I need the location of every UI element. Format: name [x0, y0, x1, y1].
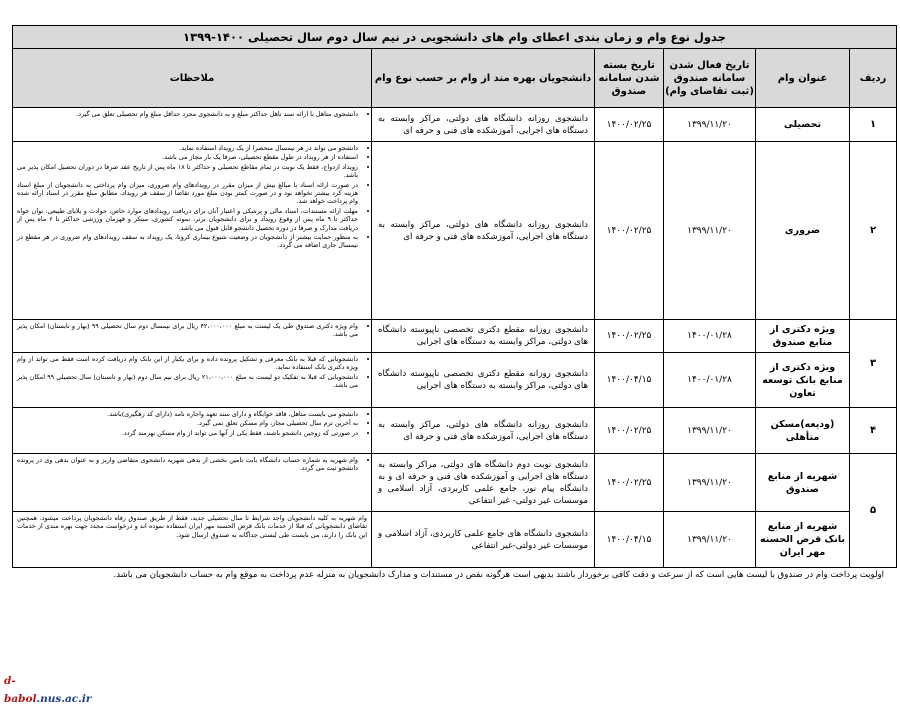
loan-title: ویژه دکتری از منابع بانک توسعه تعاون	[756, 353, 850, 408]
open-date: ۱۴۰۰/۰۱/۲۸	[664, 320, 756, 353]
eligible-students: دانشجوی روزانه دانشگاه های دولتی، مراکز وابسته به دستگاه های اجرایی، آموزشکده های فنی و حرفه ای	[372, 142, 595, 320]
loan-title: (ودیعه)مسکن متأهلی	[756, 408, 850, 454]
note-item: • به منظور حمایت بیشتر از دانشجویان در وضعیت شیوع بیماری کرونا، یک رویداد به سقف رویدادهای وام ضروری در هر مقطع در نیمسال جاری اضافه می گردد.	[17, 233, 358, 250]
site-badge-tld: .nus.ac.ir	[36, 693, 92, 705]
eligible-students: دانشجوی روزانه دانشگاه های دولتی، مراکز وابسته به دستگاه های اجرایی، آموزشکده های فنی و حرفه ای	[372, 108, 595, 142]
row-number: ۱	[850, 108, 897, 142]
loan-schedule-table	[12, 25, 897, 568]
note-item: • در صورتی که زوجین دانشجو باشند، فقط یکی از آنها می تواند از وام مسکن بهرمند گردد.	[17, 429, 358, 437]
footer-note: اولویت پرداخت وام در صندوق با لیست هایی است که از سرعت و دقت کافی برخوردار باشند بدیهی است هرگونه نقص در مستندات و مدارک دانشجویان به منزله عدم پرداخت به موقع وام به حساب دانشجویان می باشد.	[113, 570, 884, 580]
open-date: ۱۳۹۹/۱۱/۲۰	[664, 408, 756, 454]
loan-title: تحصیلی	[756, 108, 850, 142]
open-date: ۱۳۹۹/۱۱/۲۰	[664, 454, 756, 512]
eligible-students: دانشجوی روزانه دانشگاه های دولتی، مراکز وابسته به دستگاه های اجرایی، آموزشکده های فنی و حرفه ای	[372, 408, 595, 454]
notes-cell	[13, 353, 372, 408]
notes-cell	[13, 408, 372, 454]
table-title: جدول نوع وام و زمان بندی اعطای وام های دانشجویی در نیم سال دوم سال تحصیلی ۱۴۰۰-۱۳۹۹	[13, 26, 897, 49]
site-badge[interactable]	[0, 672, 99, 705]
table-row	[13, 408, 897, 454]
note-item: • به آخرین ترم سال تحصیلی مجاز، وام مسکن تعلق نمی گیرد.	[17, 419, 358, 427]
table-row	[13, 108, 897, 142]
close-date: ۱۴۰۰/۰۲/۲۵	[595, 142, 664, 320]
table-row	[13, 320, 897, 353]
open-date: ۱۳۹۹/۱۱/۲۰	[664, 108, 756, 142]
note-item: • دانشجوی متاهل با ارائه سند تاهل حداکثر مبلغ و به دانشجوی مجرد حداقل مبلغ وام تحصیلی تعلق می گیرد.	[17, 110, 358, 118]
notes-cell	[13, 320, 372, 353]
notes-cell	[13, 108, 372, 142]
close-date: ۱۴۰۰/۰۲/۲۵	[595, 108, 664, 142]
close-date: ۱۴۰۰/۰۲/۲۵	[595, 454, 664, 512]
row-number: ۴	[850, 408, 897, 454]
header-loan-title: عنوان وام	[756, 49, 850, 108]
header-row-number: ردیف	[850, 49, 897, 108]
eligible-students: دانشجوی نوبت دوم دانشگاه های دولتی، مراکز وابسته به دستگاه های اجرایی و آموزشکده های فنی و حرفه ای و به دانشگاه پیام نور، جامع علمی کاربردی، آزاد اسلامی و موسسات غیر دولتی- غیر انتفاعی	[372, 454, 595, 512]
header-students: دانشجویان بهره مند از وام بر حسب نوع وام	[372, 49, 595, 108]
eligible-students: دانشجوی دانشگاه های جامع علمی کاربردی، آزاد اسلامی و موسسات غیر دولتی-غیر انتفاعی	[372, 512, 595, 568]
loan-title: شهریه از منابع بانک قرض الحسنه مهر ایران	[756, 512, 850, 568]
note-item: • وام ویژه دکتری صندوق طی یک لیست به مبلغ ۴۲،۰۰۰،۰۰۰ ریال برای نیمسال دوم سال تحصیلی ۹۹ (بهار و تابستان) امکان پذیر می باشد.	[17, 322, 358, 339]
eligible-students: دانشجوی روزانه مقطع دکتری تخصصی ناپیوسته دانشگاه های دولتی، مراکز وابسته به دستگاه های اجرایی	[372, 353, 595, 408]
close-date: ۱۴۰۰/۰۴/۱۵	[595, 512, 664, 568]
close-date: ۱۴۰۰/۰۲/۲۵	[595, 320, 664, 353]
open-date: ۱۳۹۹/۱۱/۲۰	[664, 142, 756, 320]
header-open-date: تاریخ فعال شدن سامانه صندوق (ثبت تقاضای وام)	[664, 49, 756, 108]
header-close-date: تاریخ بسته شدن سامانه صندوق	[595, 49, 664, 108]
note-item: • دانشجو می بایست متاهل، فاقد خوابگاه و دارای سند تعهد واجاره نامه (دارای کد رهگیری)باشد.	[17, 410, 358, 418]
note-item: • دانشجو می تواند در هر نیمسال منحصرا از یک رویداد استفاده نماید.	[17, 144, 358, 152]
close-date: ۱۴۰۰/۰۲/۲۵	[595, 408, 664, 454]
loan-title: ضروری	[756, 142, 850, 320]
close-date: ۱۴۰۰/۰۴/۱۵	[595, 353, 664, 408]
note-item: • استفاده از هر رویداد در طول مقطع تحصیلی، صرفا یک بار مجاز می باشد.	[17, 153, 358, 161]
loan-title: شهریه از منابع صندوق	[756, 454, 850, 512]
note-item: وام شهریه به کلیه دانشجویان واجد شرایط تا سال تحصیلی جدید، فقط از طریق صندوق رفاه دانشجویان پرداخت میشود. همچنین تقاضای دانشجویانی که قبلا از خدمات بانک قرض الحسنه مهر ایران استفاده نموده اند و درخواست مجدد جهت بهره مندی از خدمات این بانک را دارند، می بایست طی لیستی جداگانه به صندوق ارسال شود.	[17, 514, 367, 539]
row-number: ۳	[850, 320, 897, 408]
row-number: ۵	[850, 454, 897, 568]
loan-title: ویژه دکتری از منابع صندوق	[756, 320, 850, 353]
note-item: • مهلت ارائه مستندات، اسناد مالی و پزشکی و اعتبار آنان برای دریافت رویدادهای موارد خاص، حوادث و بلایای طبیعی، توان خواه حداکثر تا ۹ ماه پس از وقوع رویداد و برای دانشجویان برتر، نمونه کشوری، مبتکر و قهرمان ورزشی حداکثر تا ۶ ماه پس از دریافت مدارک و صرفا در دوره تحصیل دانشجو قابل قبول می باشد.	[17, 207, 358, 232]
note-item: • دانشجویانی که قبلا به تفکیک دو لیست به مبلغ ۲۱،۰۰۰،۰۰۰ ریال برای نیم سال دوم (بهار و تابستان) سال تحصیلی ۹۹ امکان پذیر می باشد.	[17, 373, 358, 390]
open-date: ۱۳۹۹/۱۱/۲۰	[664, 512, 756, 568]
note-item: • رویداد ازدواج، فقط یک نوبت در تمام مقاطع تحصیلی و حداکثر تا ۱۸ ماه پس از تاریخ عقد صرفا در دوران تحصیل امکان پذیر می باشد.	[17, 163, 358, 180]
table-row	[13, 142, 897, 320]
notes-cell	[13, 142, 372, 320]
eligible-students: دانشجوی روزانه مقطع دکتری تخصصی ناپیوسته دانشگاه های دولتی، مراکز وابسته به دستگاه های اجرایی	[372, 320, 595, 353]
table-row	[13, 454, 897, 512]
note-item: • وام شهریه به شماره حساب دانشگاه بابت تامین بخشی از بدهی شهریه دانشجوی متقاضی واریز و به عنوان بدهی وی در پرونده دانشجو ثبت می گردد.	[17, 456, 358, 473]
open-date: ۱۴۰۰/۰۱/۲۸	[664, 353, 756, 408]
table-row	[13, 512, 897, 568]
notes-cell	[13, 512, 372, 568]
table-row	[13, 353, 897, 408]
note-item: • دانشجویانی که قبلا به بانک معرفی و تشکیل پرونده داده و برای یکبار از این بانک وام دریافت کرده است فقط می تواند از وام ویژه دکتری بانک استفاده نماید.	[17, 355, 358, 372]
notes-cell	[13, 454, 372, 512]
note-item: • در صورت ارائه اسناد با مبالغ بیش از میزان مقرر در رویدادهای وام ضروری، میزان وام پرداختی به دانشجویان از مبلغ اسناد هزینه کرد بیشتر نخواهد بود و در صورت کمتر بودن مبلغ مورد تقاضا از سقف هر رویداد، مطابق مبلغ مقرر در اسناد ارائه شده وام پرداخت خواهد شد.	[17, 181, 358, 206]
row-number: ۲	[850, 142, 897, 320]
header-notes: ملاحظات	[13, 49, 372, 108]
site-badge-main: d-babol	[4, 675, 37, 705]
